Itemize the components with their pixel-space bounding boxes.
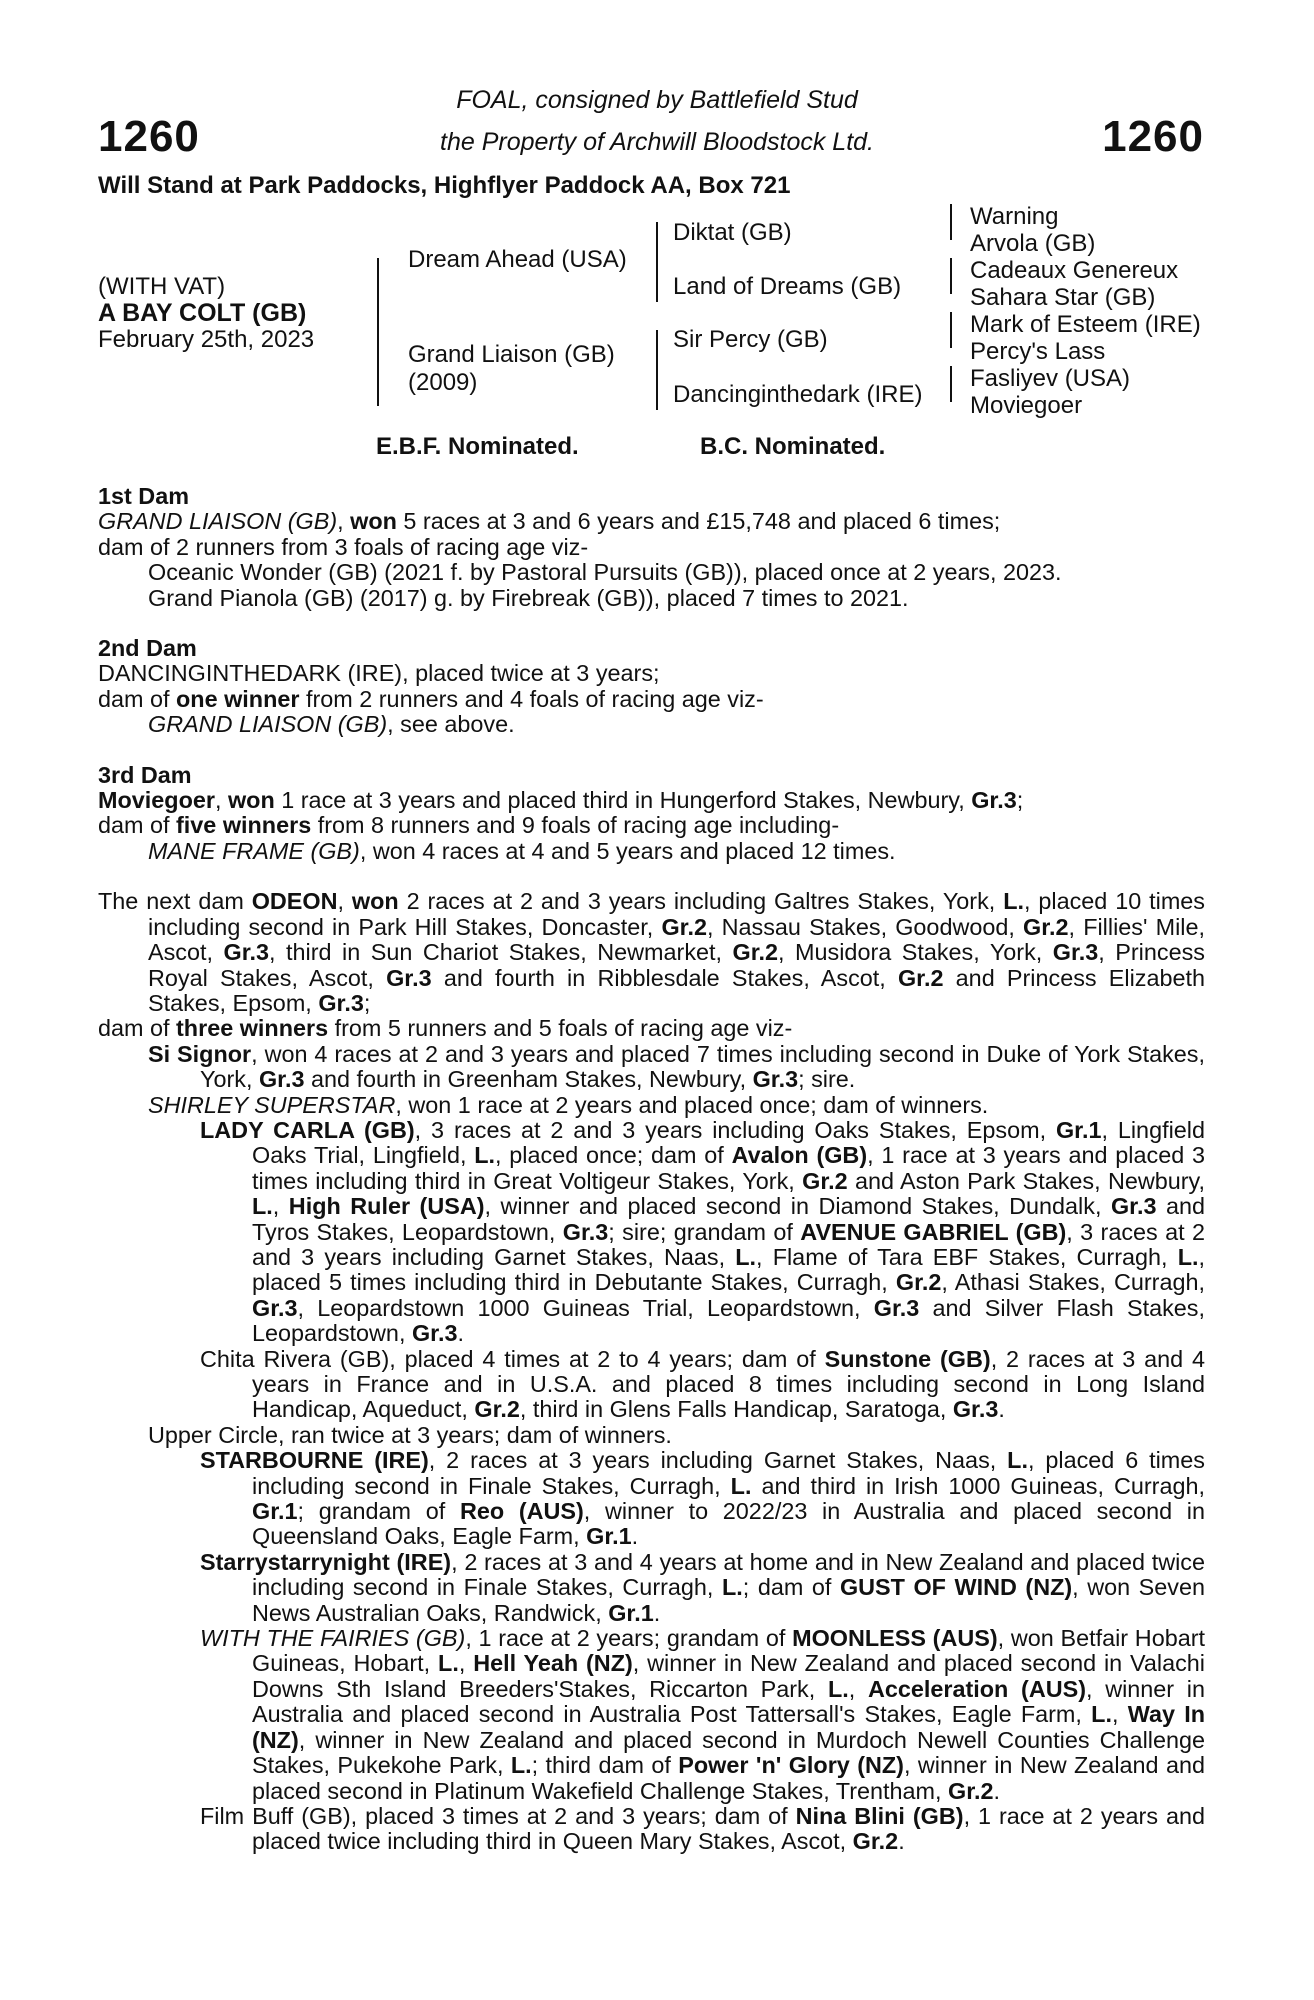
produce-si-signor: Si Signor, won 4 races at 2 and 3 years and placed 7 times including second in Duke of York Stakes, York, Gr.3 and fourth in Greenham Stakes, Newbury, Gr.3; sire. — [148, 1040, 1205, 1093]
horse-name: A BAY COLT (GB) — [98, 299, 307, 327]
lot-number-right: 1260 — [1102, 112, 1204, 161]
dam3-produce-intro: dam of five winners from 8 runners and 9 foals of racing age including- — [98, 812, 840, 839]
dam1-produce-2: Grand Pianola (GB) (2017) g. by Firebreak (GB)), placed 7 times to 2021. — [148, 584, 909, 611]
pedigree-dam-year: (2009) — [408, 369, 478, 396]
dam1-summary: GRAND LIAISON (GB), won 5 races at 3 and 6 years and £15,748 and placed 6 times; — [98, 508, 1001, 535]
produce-upper-circle: Upper Circle, ran twice at 3 years; dam of winners. — [148, 1421, 672, 1448]
produce-with-the-fairies: WITH THE FAIRIES (GB), 1 race at 2 years; grandam of MOONLESS (AUS), won Betfair Hobart Guineas, Hobart, L., Hell Yeah (NZ), winner in New Zealand and placed second in Valachi Downs Sth Island Breeders'Stakes, Riccarton Park, L., Acceleration (AUS), winner in Australia and placed second in Australia Post Tattersall's Stakes, Eagle Farm, L., Way In (NZ), winner in New Zealand and placed second in Murdoch Newell Counties Challenge Stakes, Pukekohe Park, L.; third dam of Power 'n' Glory (NZ), winner in New Zealand and placed second in Platinum Wakefield Challenge Stakes, Trentham, Gr.2. — [200, 1625, 1206, 1804]
horse-dob: February 25th, 2023 — [98, 326, 315, 353]
dam3-produce-1: MANE FRAME (GB), won 4 races at 4 and 5 years and placed 12 times. — [148, 837, 896, 864]
pedigree-gen3-8: Moviegoer — [970, 392, 1083, 419]
catalogue-body — [98, 484, 1205, 1855]
pedigree-gen3-3: Cadeaux Genereux — [970, 257, 1179, 284]
pedigree-brace-1 — [377, 258, 379, 406]
dam1-produce-intro: dam of 2 runners from 3 foals of racing age viz- — [98, 533, 589, 560]
pedigree-sire-sire: Diktat (GB) — [673, 219, 792, 246]
pedigree-brace-ds — [950, 312, 952, 348]
pedigree-gen3-1: Warning — [970, 203, 1059, 230]
section-2nd-dam: 2nd Dam — [98, 635, 197, 662]
lot-number-left: 1260 — [98, 112, 200, 161]
pedigree-brace-dam — [656, 330, 658, 410]
dam1-produce-1: Oceanic Wonder (GB) (2021 f. by Pastoral Pursuits (GB)), placed once at 2 years, 2023. — [148, 559, 1062, 586]
pedigree-sire: Dream Ahead (USA) — [408, 246, 627, 273]
produce-starrystarrynight: Starrystarrynight (IRE), 2 races at 3 and 4 years at home and in New Zealand and placed twice including second in Finale Stakes, Curragh, L.; dam of GUST OF WIND (NZ), won Seven News Australian Oaks, Randwick, Gr.1. — [200, 1548, 1206, 1626]
bc-nomination: B.C. Nominated. — [700, 433, 886, 460]
pedigree-sire-dam: Land of Dreams (GB) — [673, 273, 902, 300]
produce-lady-carla: LADY CARLA (GB), 3 races at 2 and 3 years including Oaks Stakes, Epsom, Gr.1, Lingfield Oaks Trial, Lingfield, L., placed once; dam of Avalon (GB), 1 race at 3 years and placed 3 times including third in Great Voltigeur Stakes, York, Gr.2 and Aston Park Stakes, Newbury, L., High Ruler (USA), winner and placed second in Diamond Stakes, Dundalk, Gr.3 and Tyros Stakes, Leopardstown, Gr.3; sire; grandam of AVENUE GABRIEL (GB), 3 races at 2 and 3 years including Garnet Stakes, Naas, L., Flame of Tara EBF Stakes, Curragh, L., placed 5 times including third in Debutante Stakes, Curragh, Gr.2, Athasi Stakes, Curragh, Gr.3, Leopardstown 1000 Guineas Trial, Leopardstown, Gr.3 and Silver Flash Stakes, Leopardstown, Gr.3. — [200, 1116, 1206, 1347]
stand-location: Will Stand at Park Paddocks, Highflyer Paddock AA, Box 721 — [98, 172, 791, 199]
produce-shirley-superstar: SHIRLEY SUPERSTAR, won 1 race at 2 years and placed once; dam of winners. — [148, 1091, 989, 1118]
pedigree-brace-sd — [950, 258, 952, 294]
pedigree-brace-ss — [950, 204, 952, 240]
produce-starbourne: STARBOURNE (IRE), 2 races at 3 years including Garnet Stakes, Naas, L., placed 6 times including second in Finale Stakes, Curragh, L. and third in Irish 1000 Guineas, Curragh, Gr.1; grandam of Reo (AUS), winner to 2022/23 in Australia and placed second in Queensland Oaks, Eagle Farm, Gr.1. — [200, 1447, 1206, 1550]
pedigree-dam: Grand Liaison (GB) — [408, 341, 615, 368]
pedigree-brace-sire — [656, 222, 658, 302]
next-dam-produce-intro: dam of three winners from 5 runners and 5 foals of racing age viz- — [98, 1015, 793, 1042]
produce-film-buff: Film Buff (GB), placed 3 times at 2 and 3 years; dam of Nina Blini (GB), 1 race at 2 years and placed twice including third in Queen Mary Stakes, Ascot, Gr.2. — [200, 1802, 1205, 1855]
ebf-nomination: E.B.F. Nominated. — [376, 433, 579, 460]
pedigree-gen3-5: Mark of Esteem (IRE) — [970, 311, 1201, 338]
pedigree-gen3-2: Arvola (GB) — [970, 230, 1096, 257]
pedigree-gen3-7: Fasliyev (USA) — [970, 365, 1131, 392]
dam2-produce-1: GRAND LIAISON (GB), see above. — [148, 711, 515, 738]
pedigree-gen3-4: Sahara Star (GB) — [970, 284, 1156, 311]
pedigree-brace-dd — [950, 366, 952, 402]
pedigree-gen3-6: Percy's Lass — [970, 338, 1106, 365]
next-dam-summary: The next dam ODEON, won 2 races at 2 and 3 years including Galtres Stakes, York, L., placed 10 times including second in Park Hill Stakes, Doncaster, Gr.2, Nassau Stakes, Goodwood, Gr.2, Fillies' Mile, Ascot, Gr.3, third in Sun Chariot Stakes, Newmarket, Gr.2, Musidora Stakes, York, Gr.3, Princess Royal Stakes, Ascot, Gr.3 and fourth in Ribblesdale Stakes, Ascot, Gr.2 and Princess Elizabeth Stakes, Epsom, Gr.3; — [98, 888, 1206, 1016]
pedigree-dam-dam: Dancinginthedark (IRE) — [673, 381, 923, 408]
dam3-summary: Moviegoer, won 1 race at 3 years and placed third in Hungerford Stakes, Newbury, Gr.3; — [98, 787, 1024, 814]
vat-label: (WITH VAT) — [98, 273, 226, 300]
property-line: the Property of Archwill Bloodstock Ltd. — [440, 128, 874, 156]
pedigree-dam-sire: Sir Percy (GB) — [673, 326, 828, 353]
section-1st-dam: 1st Dam — [98, 483, 190, 509]
produce-chita-rivera: Chita Rivera (GB), placed 4 times at 2 to 4 years; dam of Sunstone (GB), 2 races at 3 and 4 years in France and in U.S.A. and placed 8 times including second in Long Island Handicap, Aqueduct, Gr.2, third in Glens Falls Handicap, Saratoga, Gr.3. — [200, 1345, 1206, 1423]
section-3rd-dam: 3rd Dam — [98, 761, 192, 788]
dam2-summary: DANCINGINTHEDARK (IRE), placed twice at 3 years; — [98, 660, 660, 687]
consignor-line: FOAL, consigned by Battlefield Stud — [456, 86, 858, 114]
dam2-produce-intro: dam of one winner from 2 runners and 4 foals of racing age viz- — [98, 685, 764, 712]
